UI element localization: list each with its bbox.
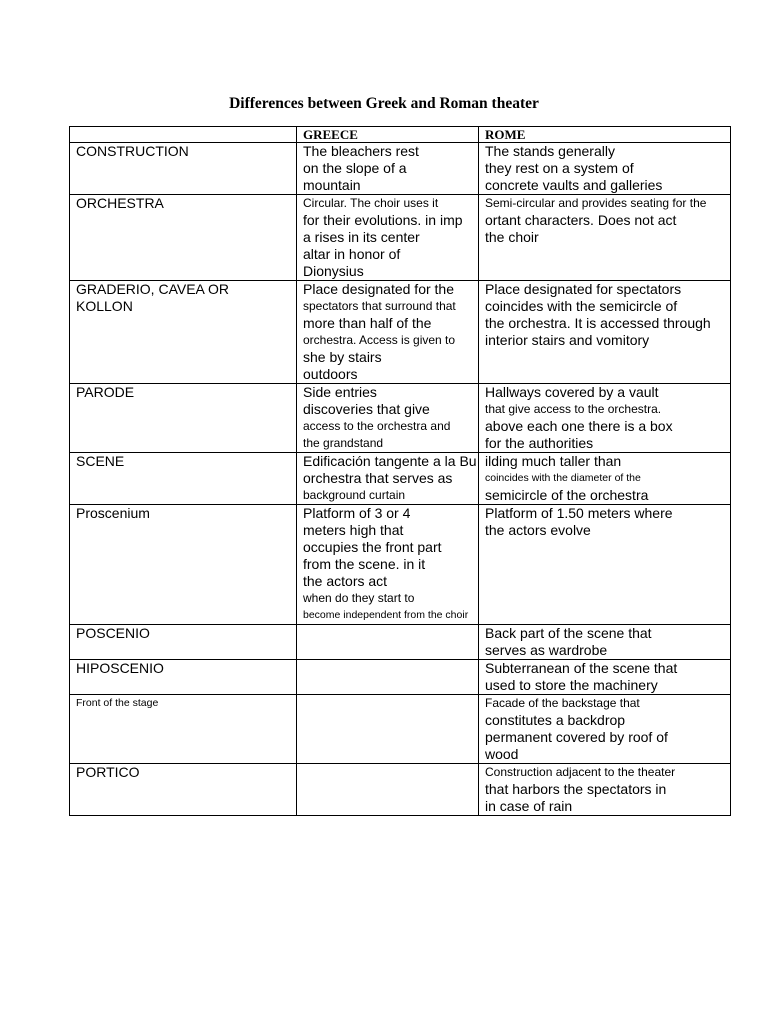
greece-line: discoveries that give [303, 401, 430, 417]
label-line: PORTICO [76, 764, 140, 780]
greece-line: occupies the front part [303, 539, 442, 555]
greece-line: on the slope of a [303, 160, 407, 176]
rome-cell [479, 764, 731, 816]
label-line: CONSTRUCTION [76, 143, 189, 159]
rome-line: Place designated for spectators [485, 281, 682, 297]
greece-cell [297, 505, 479, 625]
rome-line: used to store the machinery [485, 677, 658, 693]
label-line: SCENE [76, 453, 125, 469]
rome-line: Subterranean of the scene that [485, 660, 678, 676]
greece-line: when do they start to [303, 591, 415, 605]
greece-line: Edificación tangente a la Bu [303, 453, 477, 469]
greece-line: Dionysius [303, 263, 364, 279]
rome-line: Back part of the scene that [485, 625, 652, 641]
greece-cell [297, 660, 479, 695]
label-line: GRADERIO, CAVEA OR [76, 281, 229, 297]
greece-line: mountain [303, 177, 361, 193]
greece-line: background curtain [303, 488, 406, 502]
label-cell [70, 195, 297, 281]
greece-line: more than half of the [303, 315, 432, 331]
greece-line: altar in honor of [303, 246, 401, 262]
greece-cell [297, 625, 479, 660]
label-cell [70, 625, 297, 660]
rome-line: coincides with the semicircle of [485, 298, 678, 314]
rome-line: in case of rain [485, 798, 573, 814]
rome-line: concrete vaults and galleries [485, 177, 663, 193]
rome-line: Hallways covered by a vault [485, 384, 659, 400]
greece-line: she by stairs [303, 349, 382, 365]
table-header-row [70, 127, 731, 143]
rome-line: coincides with the diameter of the [485, 472, 641, 484]
table-row [70, 764, 731, 816]
rome-cell [479, 384, 731, 453]
greece-line: access to the orchestra and [303, 419, 451, 433]
greece-line: Place designated for the [303, 281, 454, 297]
greece-line: a rises in its center [303, 229, 420, 245]
table-row [70, 195, 731, 281]
label-cell [70, 764, 297, 816]
rome-cell [479, 143, 731, 195]
document-title: Differences between Greek and Roman theater [229, 95, 539, 112]
label-line: ORCHESTRA [76, 195, 164, 211]
rome-line: constitutes a backdrop [485, 712, 626, 728]
rome-line: the orchestra. It is accessed through [485, 315, 711, 331]
rome-line: the choir [485, 229, 539, 245]
label-cell [70, 453, 297, 505]
rome-cell [479, 505, 731, 625]
greece-line: the grandstand [303, 436, 384, 450]
header-rome: ROME [479, 127, 731, 143]
greece-line: The bleachers rest [303, 143, 419, 159]
label-cell [70, 281, 297, 384]
label-cell [70, 384, 297, 453]
rome-line: wood [485, 746, 519, 762]
greece-line: Circular. The choir uses it [303, 196, 439, 210]
rome-line: ilding much taller than [485, 453, 622, 469]
rome-line: Platform of 1.50 meters where [485, 505, 673, 521]
greece-line: orchestra that serves as [303, 470, 453, 486]
greece-cell [297, 695, 479, 764]
rome-line: that give access to the orchestra. [485, 402, 662, 416]
rome-line: above each one there is a box [485, 418, 673, 434]
greece-cell [297, 281, 479, 384]
label-cell [70, 695, 297, 764]
greece-cell [297, 453, 479, 505]
rome-cell [479, 453, 731, 505]
label-line: KOLLON [76, 298, 133, 314]
rome-line: they rest on a system of [485, 160, 634, 176]
greece-cell [297, 195, 479, 281]
label-cell [70, 660, 297, 695]
rome-line: the actors evolve [485, 522, 591, 538]
rome-cell [479, 660, 731, 695]
rome-line: Facade of the backstage that [485, 696, 640, 710]
rome-line: that harbors the spectators in [485, 781, 667, 797]
table-row [70, 281, 731, 384]
label-line: HIPOSCENIO [76, 660, 164, 676]
table-row [70, 660, 731, 695]
label-line: Front of the stage [76, 697, 159, 709]
greece-line: Platform of 3 or 4 [303, 505, 411, 521]
header-greece: GREECE [297, 127, 479, 143]
greece-line: meters high that [303, 522, 404, 538]
label-cell [70, 505, 297, 625]
rome-line: Construction adjacent to the theater [485, 765, 676, 779]
table-row [70, 143, 731, 195]
greece-line: become independent from the choir [303, 609, 469, 621]
rome-line: permanent covered by roof of [485, 729, 668, 745]
header-empty-cell [70, 127, 297, 143]
table-row [70, 384, 731, 453]
greece-line: orchestra. Access is given to [303, 333, 456, 347]
label-line: POSCENIO [76, 625, 150, 641]
label-line: Proscenium [76, 505, 150, 521]
rome-line: semicircle of the orchestra [485, 487, 649, 503]
greece-cell [297, 143, 479, 195]
greece-line: for their evolutions. in imp [303, 212, 463, 228]
greece-line: the actors act [303, 573, 388, 589]
rome-line: interior stairs and vomitory [485, 332, 650, 348]
greece-line: Side entries [303, 384, 377, 400]
greece-cell [297, 384, 479, 453]
rome-line: The stands generally [485, 143, 615, 159]
rome-line: Semi-circular and provides seating for the [485, 196, 707, 210]
greece-cell [297, 764, 479, 816]
label-cell [70, 143, 297, 195]
table-row [70, 505, 731, 625]
table-row [70, 625, 731, 660]
rome-cell [479, 281, 731, 384]
table-row [70, 453, 731, 505]
greece-line: from the scene. in it [303, 556, 426, 572]
greece-line: spectators that surround that [303, 299, 456, 313]
rome-line: ortant characters. Does not act [485, 212, 677, 228]
rome-line: for the authorities [485, 435, 594, 451]
rome-cell [479, 695, 731, 764]
rome-line: serves as wardrobe [485, 642, 608, 658]
rome-cell [479, 625, 731, 660]
greece-line: outdoors [303, 366, 358, 382]
table-row [70, 695, 731, 764]
comparison-table [69, 126, 731, 816]
label-line: PARODE [76, 384, 135, 400]
rome-cell [479, 195, 731, 281]
